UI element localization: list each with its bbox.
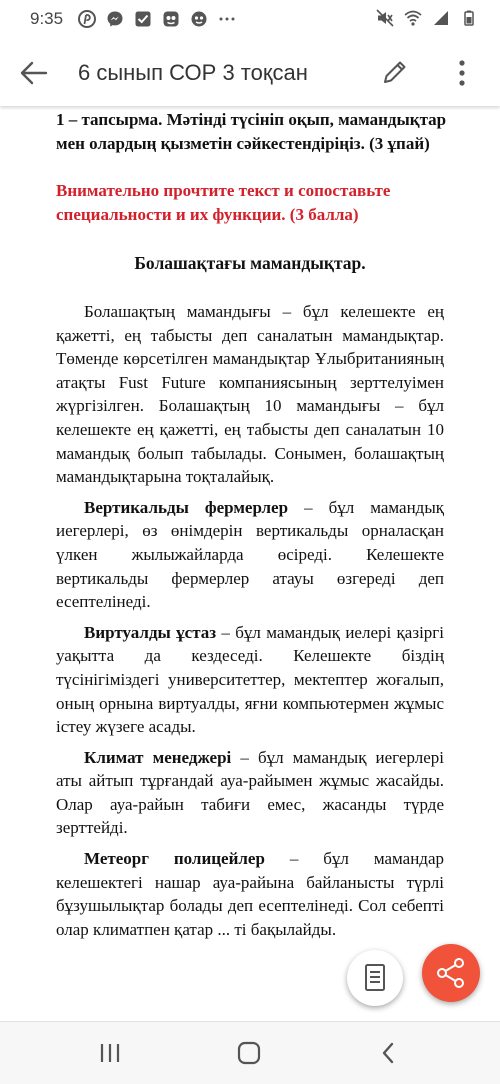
desc-weather-police: – бұл мамандар келешектегі нашар ауа-райына байланысты түрлі бұзушылықтар болады деп есептелінеді. Сол себепті олар климатпен қатар ... ті бақылайды.	[56, 849, 444, 939]
back-icon[interactable]	[378, 1040, 398, 1066]
document-view-button[interactable]	[347, 950, 403, 1006]
home-icon[interactable]	[236, 1040, 262, 1066]
paragraph-vertical-farmers	[56, 496, 444, 614]
navigation-bar	[0, 1021, 500, 1084]
system-icons	[376, 9, 478, 27]
desc-climate-manager: – бұл мамандық иегерлері аты айтып тұрғандай ауа-райымен жұмыс жасайды. Олар ауа-райын табиғи емес, жасанды түрде зерттейді.	[56, 747, 444, 838]
term-weather-police: Метеорг полицейлер	[84, 849, 265, 869]
document-title: 6 сынып СОР 3 тоқсан	[78, 60, 308, 85]
document-icon	[347, 950, 403, 1006]
term-climate-manager: Климат менеджері	[84, 747, 232, 767]
task-russian: Внимательно прочтите текст и сопоставьте специальности и их функции. (3 балла)	[56, 181, 391, 224]
share-icon	[422, 944, 480, 1002]
status-time: 9:35	[30, 9, 64, 28]
text-body	[56, 300, 444, 948]
share-button[interactable]	[422, 944, 480, 1002]
more-vert-icon[interactable]	[452, 57, 472, 89]
messenger-icon	[106, 10, 124, 28]
recents-icon[interactable]	[98, 1040, 122, 1066]
paragraph-weather-police	[56, 847, 444, 941]
paragraph-climate-manager	[56, 746, 444, 840]
signal-icon	[432, 9, 450, 27]
desc-vertical-farmers: – бұл мамандық иегерлері, өз өнімдерін вертикальды орналасқан үлкен жылыжайларда өсіреді. Келешекте вертикальды фермерлер атауы өзгереді деп есептелінеді.	[56, 497, 445, 612]
pinterest-icon	[78, 10, 96, 28]
app-bar	[0, 40, 500, 106]
edit-pencil-icon[interactable]	[380, 57, 410, 87]
app-icon	[162, 10, 180, 28]
term-virtual-teacher: Виртуалды ұстаз	[84, 622, 217, 642]
wifi-icon	[404, 9, 422, 27]
back-arrow-icon[interactable]	[18, 58, 50, 88]
desc-virtual-teacher: – бұл мамандық иелері қазіргі уақытта да кездеседі. Келешекте біздің түсінігіміздегі университеттер, мектептер жоғалып, оның орнына виртуалды, яғни компьютермен жұмыс істеу жүзеге асады.	[56, 622, 444, 737]
status-bar	[0, 0, 500, 40]
checkbox-icon	[134, 10, 152, 28]
intro-paragraph: Болашақтың мамандығы – бұл келешекте ең қажетті, ең табысты деп саналатын мамандықтар. Төменде көрсетілген мамандықтар Ұлыбританияның атақты Fust Future компаниясының зерттелуімен жүргізілген. Болашақтың 10 мамандығы – бұл келешекте ең қажетті, ең табысты деп саналатын 10 мамандық болып табылады. Сонымен, болашақтың мамандықтарына тоқталайық.	[56, 302, 444, 487]
task-kazakh: 1 – тапсырма. Мәтінді түсініп оқып, мамандықтар мен олардың қызметін сәйкестендіріңіз. (3 ұпай)	[56, 110, 447, 153]
app-icon	[190, 10, 208, 28]
notification-icons	[78, 10, 236, 28]
document-page	[0, 106, 500, 1020]
mute-icon	[376, 9, 394, 27]
battery-icon	[460, 9, 478, 27]
text-heading: Болашақтағы мамандықтар.	[134, 253, 366, 273]
term-vertical-farmers: Вертикальды фермерлер	[84, 497, 289, 517]
more-dots-icon	[218, 10, 236, 28]
paragraph-virtual-teacher	[56, 621, 444, 739]
